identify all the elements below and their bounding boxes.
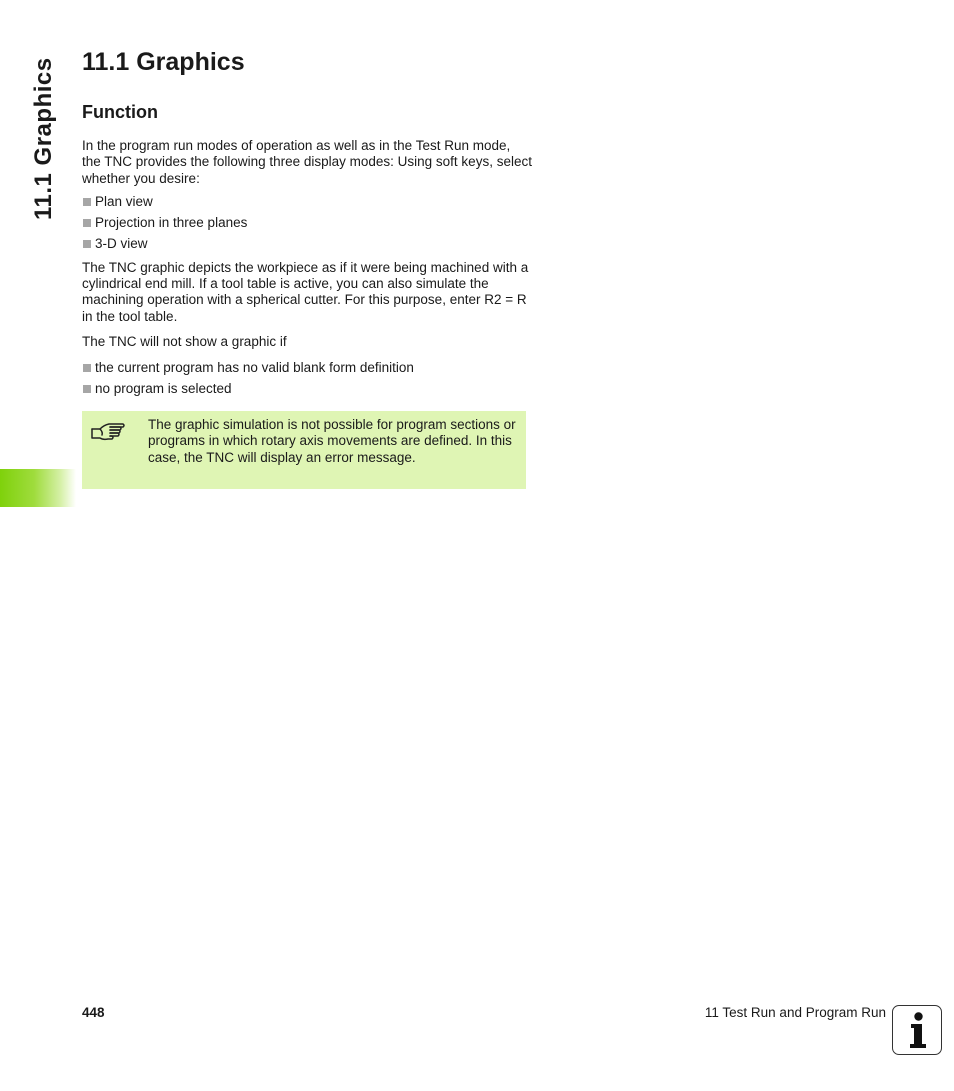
list-item: the current program has no valid blank form definition	[82, 360, 532, 381]
list-item: no program is selected	[82, 381, 532, 402]
display-modes-list	[82, 194, 532, 257]
chapter-title: 11.1 Graphics	[82, 48, 245, 76]
intro-paragraph: In the program run modes of operation as well as in the Test Run mode, the TNC provides the following three display modes: Using soft keys, select whether you desire:	[82, 138, 532, 186]
chapter-tab-marker	[0, 469, 76, 507]
pointing-hand-icon	[90, 421, 126, 445]
no-graphic-intro: The TNC will not show a graphic if	[82, 334, 287, 350]
list-item: 3-D view	[82, 236, 532, 257]
note-text: The graphic simulation is not possible for program sections or programs in which rotary axis movements are defined. In this case, the TNC will display an error message.	[148, 417, 516, 465]
footer-chapter-title: 11 Test Run and Program Run	[704, 1005, 886, 1020]
side-chapter-label: 11.1 Graphics	[30, 57, 57, 220]
bullet-square	[83, 385, 91, 393]
bullet-square	[83, 364, 91, 372]
list-item: Projection in three planes	[82, 215, 532, 236]
list-item: Plan view	[82, 194, 532, 215]
main-content	[82, 138, 532, 402]
bullet-square	[83, 240, 91, 248]
note-box	[82, 411, 526, 489]
page-number: 448	[82, 1005, 105, 1020]
section-title: Function	[82, 102, 158, 122]
no-graphic-conditions-list	[82, 360, 532, 402]
bullet-square	[83, 219, 91, 227]
bullet-square	[83, 198, 91, 206]
info-icon[interactable]	[892, 1005, 942, 1055]
graphic-paragraph: The TNC graphic depicts the workpiece as if it were being machined with a cylindrical end mill. If a tool table is active, you can also simulate the machining operation with a spherical cutter. For this purpose, enter R2 = R in the tool table.	[82, 259, 529, 324]
